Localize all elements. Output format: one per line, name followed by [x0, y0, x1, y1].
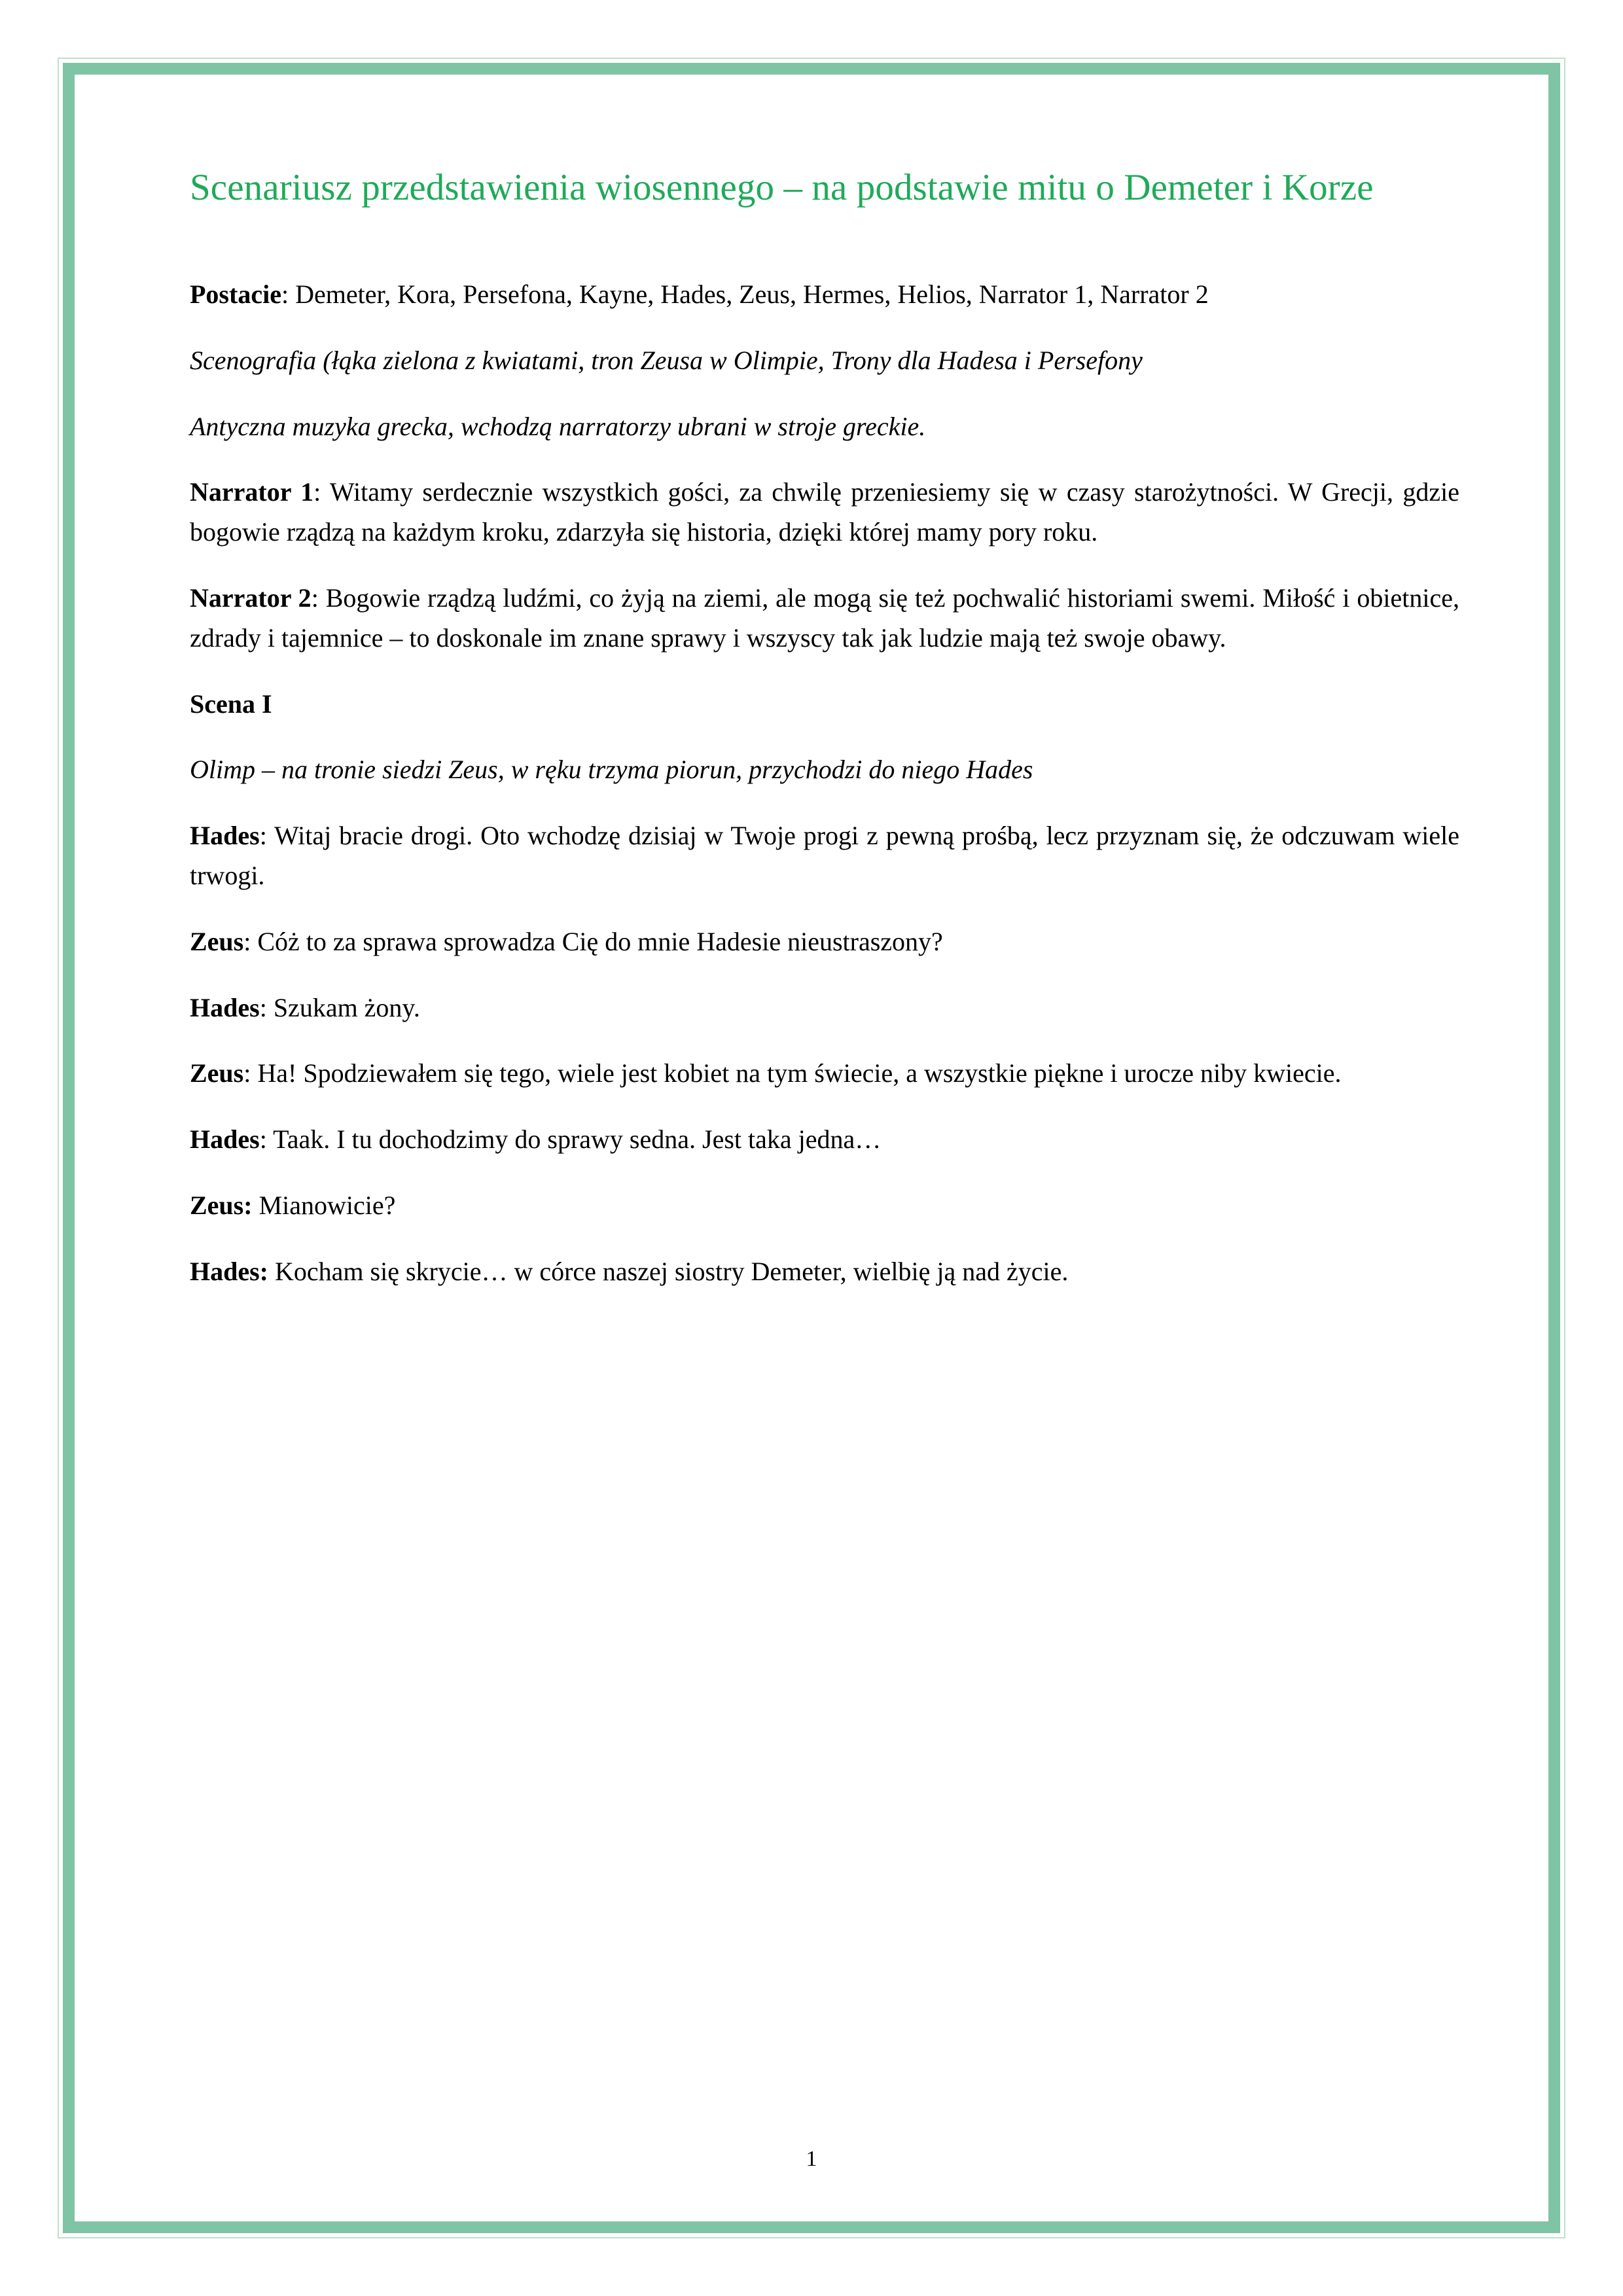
narrator-1-text: Witamy serdecznie wszystkich gości, za chwilę przeniesiemy się w czasy starożytności. W Grecji, gdzie bogowie rządzą na każdym kroku, zdarzyła się historia, dzięki której mamy pory roku. — [190, 477, 1460, 547]
hades-1-label: Hades — [190, 821, 260, 851]
characters-line — [190, 275, 1459, 315]
narrator-2-text: Bogowie rządzą ludźmi, co żyją na ziemi, ale mogą się też pochwalić historiami swemi. Miłość i obietnice, zdrady i tajemnice – to doskonale im znane sprawy i wszyscy tak jak ludzie mają też swoje obawy. — [190, 583, 1459, 653]
hades-4-text: Kocham się skrycie… w córce naszej siostry Demeter, wielbię ją nad życie. — [275, 1256, 1069, 1286]
hades-line-4 — [190, 1252, 1459, 1292]
stage-direction-music: Antyczna muzyka grecka, wchodzą narratorzy ubrani w stroje greckie. — [190, 411, 926, 441]
hades-1-text: Witaj bracie drogi. Oto wchodzę dzisiaj w Twoje progi z pewną prośbą, lecz przyznam się, że odczuwam wiele trwogi. — [190, 821, 1459, 891]
characters-text: Demeter, Kora, Persefona, Kayne, Hades, Zeus, Hermes, Helios, Narrator 1, Narrator 2 — [295, 279, 1209, 310]
hades-line-2 — [190, 988, 1459, 1028]
narrator-1-separator: : — [313, 477, 330, 507]
zeus-3-label: Zeus: — [190, 1191, 253, 1221]
hades-2-text: Szukam żony. — [273, 992, 420, 1022]
characters-label: Postacie — [190, 279, 281, 310]
zeus-line-2 — [190, 1054, 1459, 1094]
zeus-3-separator — [253, 1191, 259, 1220]
scene-heading-1: Scena I — [190, 689, 272, 719]
narrator-2-label: Narrator 2 — [190, 583, 312, 613]
hades-1-separator: : — [259, 821, 274, 851]
hades-2-separator: : — [259, 992, 274, 1022]
zeus-1-text: Cóż to za sprawa sprowadza Cię do mnie Hadesie nieustraszony? — [257, 926, 943, 956]
narrator-1-line — [190, 473, 1459, 552]
hades-3-separator: : — [259, 1124, 274, 1155]
stage-set-line: Scenografia (łąka zielona z kwiatami, tron Zeusa w Olimpie, Trony dla Hadesa i Persefony — [190, 345, 1143, 375]
hades-2-label: Hades — [190, 992, 260, 1022]
narrator-1-label: Narrator 1 — [190, 477, 314, 507]
hades-line-3 — [190, 1120, 1459, 1160]
zeus-2-label: Zeus — [190, 1058, 244, 1088]
hades-4-label: Hades: — [190, 1256, 268, 1286]
page-number: 1 — [806, 2147, 817, 2171]
zeus-2-separator: : — [243, 1058, 258, 1088]
hades-3-text: Taak. I tu dochodzimy do sprawy sedna. Jest taka jedna… — [273, 1124, 882, 1155]
zeus-line-3 — [190, 1186, 1459, 1226]
zeus-line-1 — [190, 922, 1459, 962]
narrator-2-separator: : — [311, 583, 326, 613]
stage-direction-olimp: Olimp – na tronie siedzi Zeus, w ręku trzyma piorun, przychodzi do niego Hades — [190, 755, 1033, 785]
hades-4-separator — [268, 1257, 275, 1286]
zeus-1-separator: : — [243, 926, 258, 956]
zeus-2-text: Ha! Spodziewałem się tego, wiele jest kobiet na tym świecie, a wszystkie piękne i urocze niby kwiecie. — [257, 1058, 1342, 1088]
zeus-1-label: Zeus — [190, 926, 244, 956]
hades-line-1 — [190, 816, 1459, 896]
zeus-3-text: Mianowicie? — [259, 1191, 396, 1221]
hades-3-label: Hades — [190, 1124, 260, 1155]
page-title: Scenariusz przedstawienia wiosennego – na podstawie mitu o Demeter i Korze — [190, 167, 1374, 208]
characters-separator: : — [281, 279, 296, 310]
document-body — [190, 164, 1459, 1292]
narrator-2-line — [190, 579, 1459, 658]
